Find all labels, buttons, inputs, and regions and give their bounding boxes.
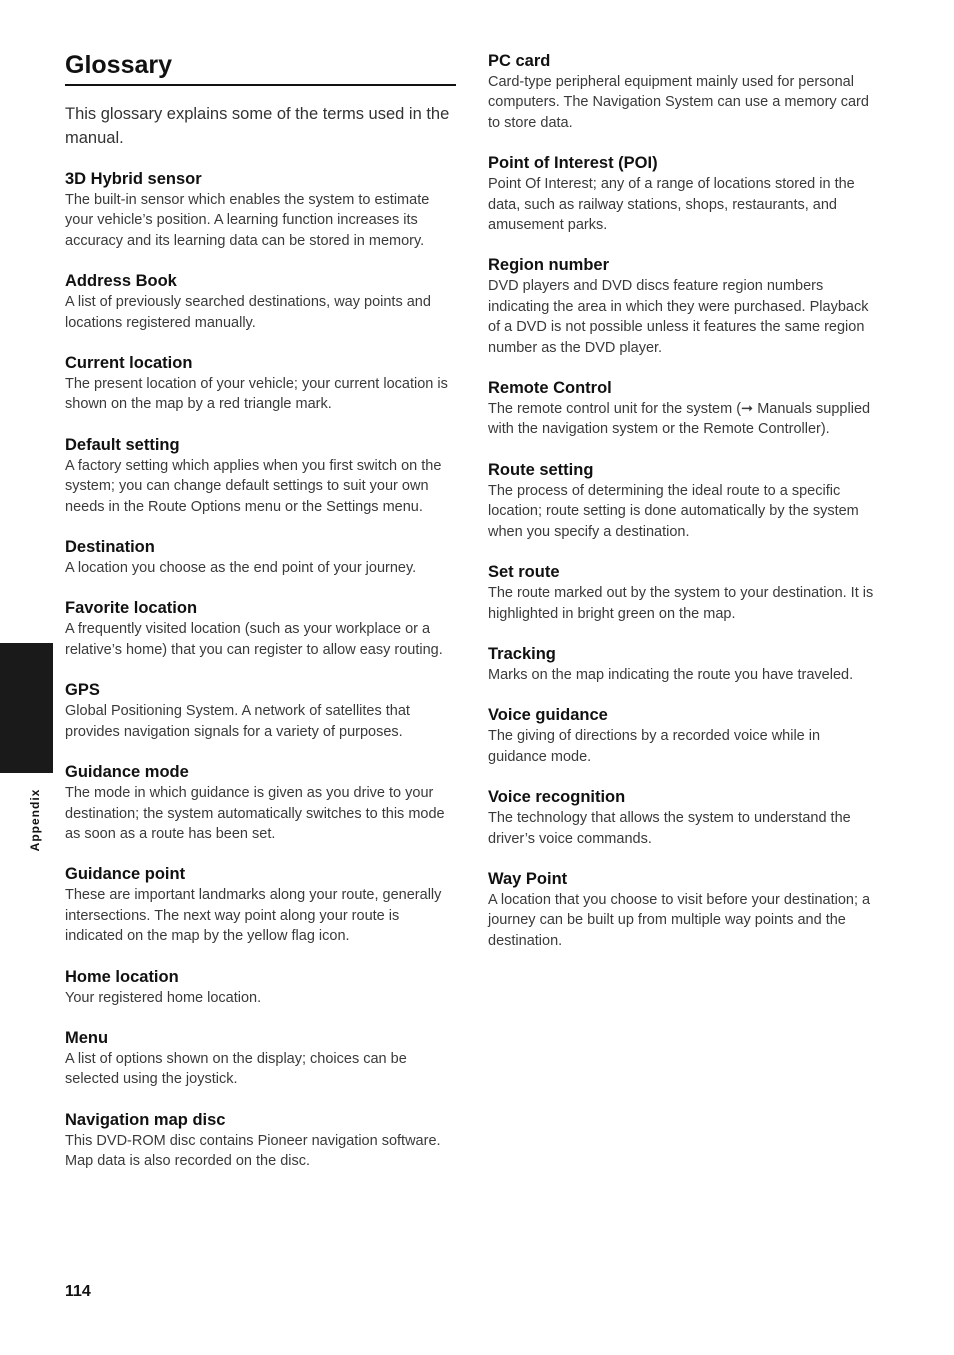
- glossary-definition: This DVD-ROM disc contains Pioneer navigation software. Map data is also recorded on the disc.: [65, 1132, 441, 1170]
- glossary-term: Region number: [488, 256, 610, 275]
- glossary-term: Voice guidance: [488, 706, 608, 725]
- glossary-term: Way Point: [488, 869, 568, 888]
- glossary-entry: [488, 152, 880, 235]
- glossary-entry: [488, 643, 880, 685]
- glossary-definition: Global Positioning System. A network of satellites that provides navigation signals for a variety of purposes.: [65, 703, 410, 740]
- glossary-definition: Marks on the map indicating the route you have traveled.: [488, 666, 854, 683]
- glossary-entry: [65, 434, 457, 517]
- glossary-entry: [488, 786, 880, 849]
- glossary-definition: A list of previously searched destinations, way points and locations registered manually.: [65, 294, 431, 331]
- glossary-definition: Point Of Interest; any of a range of locations stored in the data, such as railway stations, shops, restaurants, and amusement parks.: [488, 176, 855, 234]
- glossary-definition: The remote control unit for the system (➞ Manuals supplied with the navigation system or the Remote Controller).: [488, 401, 871, 438]
- glossary-term: Set route: [488, 563, 560, 582]
- glossary-entry: [65, 270, 457, 333]
- glossary-definition: A factory setting which applies when you first switch on the system; you can change default settings to suit your own needs in the Route Options menu or the Settings menu.: [65, 457, 442, 515]
- glossary-term: Remote Control: [488, 379, 612, 398]
- glossary-entry: [65, 1027, 457, 1090]
- glossary-definition: The present location of your vehicle; your current location is shown on the map by a red triangle mark.: [65, 376, 448, 413]
- glossary-term: Current location: [65, 354, 193, 373]
- section-tab: [0, 643, 53, 773]
- glossary-entry: [65, 352, 457, 415]
- glossary-definition: Card-type peripheral equipment mainly used for personal computers. The Navigation System can use a memory card to store data.: [488, 74, 869, 131]
- glossary-entry: [488, 254, 880, 358]
- glossary-definition: These are important landmarks along your route, generally intersections. The next way point along your route is indicated on the map by the yellow flag icon.: [65, 887, 442, 945]
- glossary-entry: [65, 597, 457, 660]
- glossary-definition: The process of determining the ideal route to a specific location; route setting is done automatically by the system when you specify a destination.: [488, 482, 859, 540]
- section-label: Appendix: [28, 788, 42, 852]
- glossary-term: Guidance point: [65, 865, 186, 884]
- glossary-term: Favorite location: [65, 599, 198, 618]
- glossary-term: Tracking: [488, 644, 556, 663]
- glossary-entry: [488, 704, 880, 767]
- glossary-definition: A list of options shown on the display; choices can be selected using the joystick.: [65, 1050, 407, 1088]
- glossary-entry: [65, 863, 457, 946]
- glossary-definition: The technology that allows the system to understand the driver’s voice commands.: [488, 810, 851, 847]
- glossary-term: Home location: [65, 967, 179, 986]
- glossary-term: PC card: [488, 52, 551, 70]
- glossary-definition: Your registered home location.: [65, 989, 262, 1006]
- glossary-term: Navigation map disc: [65, 1110, 226, 1129]
- glossary-definition: The giving of directions by a recorded voice while in guidance mode.: [488, 728, 821, 765]
- glossary-entry: [65, 761, 457, 844]
- glossary-left-column: [65, 168, 457, 1172]
- glossary-entry: [488, 868, 880, 951]
- glossary-definition: A location you choose as the end point of your journey.: [65, 560, 417, 577]
- glossary-definition: The mode in which guidance is given as you drive to your destination; the system automatically switches to this mode as soon as a route has been set.: [65, 785, 445, 842]
- glossary-entry: [65, 536, 457, 578]
- glossary-right-column: [488, 50, 880, 951]
- glossary-entry: [488, 50, 880, 133]
- glossary-entry: [488, 377, 880, 440]
- glossary-entry: [488, 561, 880, 624]
- glossary-entry: [65, 168, 457, 251]
- glossary-term: Guidance mode: [65, 763, 189, 782]
- glossary-term: 3D Hybrid sensor: [65, 170, 202, 188]
- glossary-definition: The route marked out by the system to your destination. It is highlighted in bright green on the map.: [488, 585, 874, 622]
- glossary-term: Destination: [65, 538, 155, 557]
- page-title: Glossary: [65, 50, 456, 86]
- glossary-entry: [65, 966, 457, 1008]
- glossary-entry: [488, 459, 880, 542]
- glossary-term: Address Book: [65, 272, 177, 291]
- glossary-definition: DVD players and DVD discs feature region numbers indicating the area in which they were purchased. Playback of a DVD is not possible unless it features the same region number as the DVD player.: [488, 278, 869, 356]
- glossary-entry: [65, 679, 457, 742]
- glossary-term: Voice recognition: [488, 788, 626, 807]
- glossary-term: Point of Interest (POI): [488, 154, 658, 173]
- glossary-definition: A frequently visited location (such as your workplace or a relative’s home) that you can register to allow easy routing.: [65, 621, 443, 658]
- glossary-term: Menu: [65, 1028, 109, 1047]
- glossary-term: GPS: [65, 681, 100, 700]
- glossary-term: Route setting: [488, 460, 594, 479]
- glossary-definition: The built-in sensor which enables the system to estimate your vehicle’s position. A learning function increases its accuracy and its learning data can be stored in memory.: [65, 192, 430, 249]
- glossary-definition: A location that you choose to visit before your destination; a journey can be built up from multiple way points and the destination.: [488, 891, 871, 949]
- intro-text: This glossary explains some of the terms used in the manual.: [65, 105, 450, 147]
- glossary-entry: [65, 1109, 457, 1172]
- page-number: 114: [65, 1283, 91, 1300]
- glossary-term: Default setting: [65, 435, 180, 454]
